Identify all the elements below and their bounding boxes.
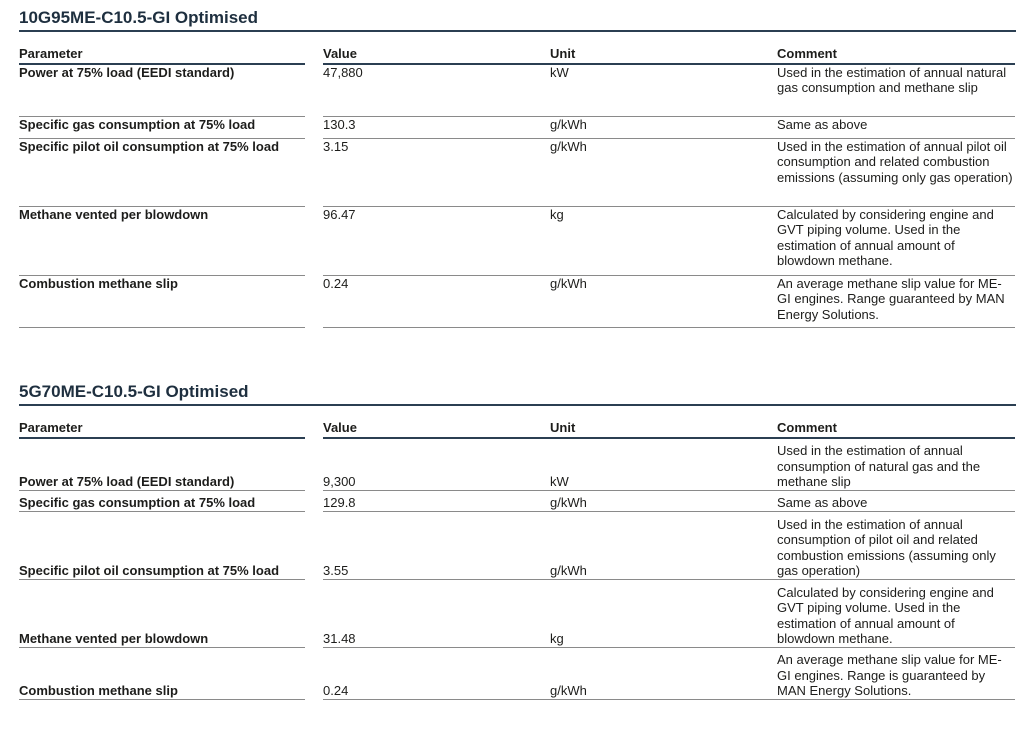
comment-cell: An average methane slip value for ME-GI engines. Range guaranteed by MAN Energy Solutions.: [777, 276, 1015, 328]
comment-cell: Same as above: [777, 117, 1015, 139]
table-header-row: [19, 46, 1016, 65]
parameter-cell: Specific gas consumption at 75% load: [19, 117, 305, 139]
parameter-cell: Power at 75% load (EEDI standard): [19, 65, 305, 117]
header-parameter: Parameter: [19, 420, 305, 439]
section-title: 10G95ME-C10.5-GI Optimised: [19, 8, 1016, 32]
unit-cell: g/kWh: [550, 512, 777, 580]
parameter-cell: Combustion methane slip: [19, 276, 305, 328]
header-unit: Unit: [550, 46, 777, 65]
parameter-cell: Methane vented per blowdown: [19, 580, 305, 648]
unit-cell: kW: [550, 65, 777, 117]
header-value: Value: [323, 46, 550, 65]
unit-cell: g/kWh: [550, 491, 777, 512]
table-row: [19, 580, 1016, 648]
spec-table: [19, 420, 1016, 700]
parameter-cell: Methane vented per blowdown: [19, 207, 305, 276]
comment-cell: Used in the estimation of annual consumption of natural gas and the methane slip: [777, 439, 1015, 491]
unit-cell: g/kWh: [550, 139, 777, 207]
value-cell: 3.55: [323, 512, 550, 580]
comment-cell: Calculated by considering engine and GVT piping volume. Used in the estimation of annual amount of blowdown methane.: [777, 207, 1015, 276]
section-10g95me: [19, 8, 1016, 328]
unit-cell: kg: [550, 580, 777, 648]
parameter-cell: Power at 75% load (EEDI standard): [19, 439, 305, 491]
value-cell: 9,300: [323, 439, 550, 491]
header-parameter: Parameter: [19, 46, 305, 65]
parameter-cell: Specific pilot oil consumption at 75% load: [19, 512, 305, 580]
parameter-cell: Specific gas consumption at 75% load: [19, 491, 305, 512]
value-cell: 3.15: [323, 139, 550, 207]
header-comment: Comment: [777, 46, 1015, 65]
comment-cell: Calculated by considering engine and GVT piping volume. Used in the estimation of annual amount of blowdown methane.: [777, 580, 1015, 648]
comment-cell: Used in the estimation of annual natural gas consumption and methane slip: [777, 65, 1015, 117]
unit-cell: kg: [550, 207, 777, 276]
section-5g70me: [19, 382, 1016, 700]
table-row: [19, 139, 1016, 207]
unit-cell: g/kWh: [550, 117, 777, 139]
value-cell: 31.48: [323, 580, 550, 648]
unit-cell: g/kWh: [550, 648, 777, 700]
value-cell: 129.8: [323, 491, 550, 512]
table-header-row: [19, 420, 1016, 439]
value-cell: 130.3: [323, 117, 550, 139]
value-cell: 96.47: [323, 207, 550, 276]
spec-table: [19, 46, 1016, 328]
comment-cell: Used in the estimation of annual pilot oil consumption and related combustion emissions (assuming only gas operation): [777, 139, 1015, 207]
parameter-cell: Combustion methane slip: [19, 648, 305, 700]
value-cell: 47,880: [323, 65, 550, 117]
table-row: [19, 207, 1016, 276]
table-row: [19, 491, 1016, 512]
table-row: [19, 512, 1016, 580]
table-row: [19, 276, 1016, 328]
unit-cell: kW: [550, 439, 777, 491]
parameter-cell: Specific pilot oil consumption at 75% load: [19, 139, 305, 207]
header-value: Value: [323, 420, 550, 439]
table-row: [19, 117, 1016, 139]
comment-cell: Same as above: [777, 491, 1015, 512]
table-row: [19, 648, 1016, 700]
unit-cell: g/kWh: [550, 276, 777, 328]
header-unit: Unit: [550, 420, 777, 439]
value-cell: 0.24: [323, 276, 550, 328]
comment-cell: Used in the estimation of annual consumption of pilot oil and related combustion emissions (assuming only gas operation): [777, 512, 1015, 580]
table-row: [19, 439, 1016, 491]
value-cell: 0.24: [323, 648, 550, 700]
header-comment: Comment: [777, 420, 1015, 439]
table-row: [19, 65, 1016, 117]
section-title: 5G70ME-C10.5-GI Optimised: [19, 382, 1016, 406]
comment-cell: An average methane slip value for ME-GI engines. Range is guaranteed by MAN Energy Solutions.: [777, 648, 1015, 700]
